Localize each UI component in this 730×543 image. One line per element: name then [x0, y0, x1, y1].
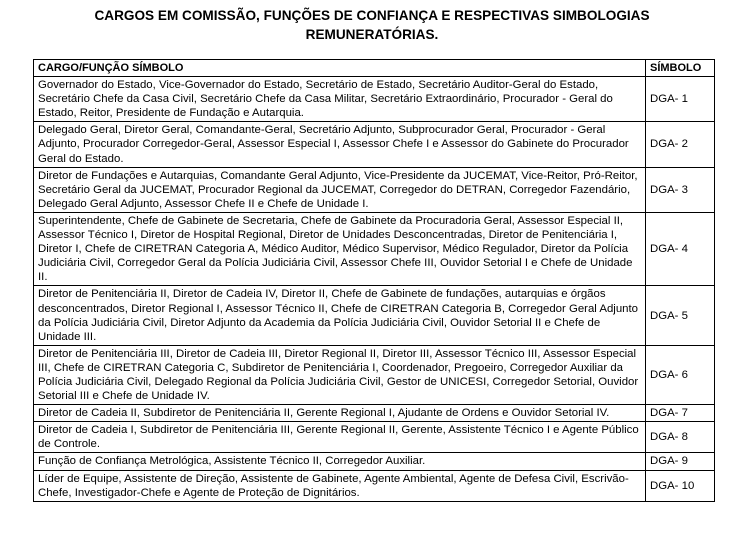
title-line-2: REMUNERATÓRIAS.: [305, 27, 439, 42]
simbolo-cell: DGA- 9: [646, 453, 715, 470]
simbolo-cell: DGA- 7: [646, 405, 715, 422]
table-row: [34, 453, 715, 470]
simbolo-cell: DGA- 1: [646, 77, 715, 122]
table-row: [34, 167, 715, 212]
simbolo-cell: DGA- 5: [646, 286, 715, 345]
simbolo-cell: DGA- 6: [646, 345, 715, 404]
simbolo-cell: DGA- 2: [646, 122, 715, 167]
cargo-cell: Diretor de Cadeia II, Subdiretor de Penitenciária II, Gerente Regional I, Ajudante de Ordens e Ouvidor Setorial IV.: [34, 405, 646, 422]
simbolo-cell: DGA- 8: [646, 422, 715, 453]
table-row: [34, 405, 715, 422]
table-row: [34, 286, 715, 345]
cargos-table: [33, 59, 715, 502]
table-row: [34, 212, 715, 285]
header-cargo: CARGO/FUNÇÃO SÍMBOLO: [34, 60, 646, 77]
table-row: [34, 77, 715, 122]
cargo-cell: Diretor de Penitenciária III, Diretor de Cadeia III, Diretor Regional II, Diretor III, Assessor Técnico III, Assessor Especial III, Chefe de CIRETRAN Categoria C, Subdiretor de Penitenciária I, Coordenador, Pregoeiro, Corregedor Auxiliar da Polícia Judiciária Civil, Delegado Regional da Polícia Judiciária Civil, Gestor de UNICESI, Corregedor Setorial, Ouvidor Setorial III e Chefe de Unidade IV.: [34, 345, 646, 404]
simbolo-cell: DGA- 3: [646, 167, 715, 212]
cargo-cell: Superintendente, Chefe de Gabinete de Secretaria, Chefe de Gabinete da Procuradoria Geral, Assessor Especial II, Assessor Técnico I, Diretor de Hospital Regional, Diretor de Unidades Desconcentradas, Diretor de Penitenciária I, Diretor I, Chefe de CIRETRAN Categoria A, Médico Auditor, Médico Supervisor, Médico Regulador, Diretor da Polícia Judiciária Civil, Corregedor Geral da Polícia Judiciária Civil, Assessor Chefe III, Ouvidor Setorial I e Chefe de Unidade II.: [34, 212, 646, 285]
table-row: [34, 422, 715, 453]
title-line-1: CARGOS EM COMISSÃO, FUNÇÕES DE CONFIANÇA E RESPECTIVAS SIMBOLOGIAS: [94, 8, 650, 23]
cargo-cell: Governador do Estado, Vice-Governador do Estado, Secretário de Estado, Secretário Auditor-Geral do Estado, Secretário Chefe da Casa Civil, Secretário Chefe da Casa Militar, Secretário Extraordinário, Procurador - Geral do Estado, Reitor, Presidente de Fundação e Autarquia.: [34, 77, 646, 122]
table-row: [34, 345, 715, 404]
simbolo-cell: DGA- 10: [646, 470, 715, 501]
cargo-cell: Delegado Geral, Diretor Geral, Comandante-Geral, Secretário Adjunto, Subprocurador Geral, Procurador - Geral Adjunto, Procurador Corregedor-Geral, Assessor Especial I, Assessor Chefe I e Assessor do Gabinete do Procurador Geral do Estado.: [34, 122, 646, 167]
cargo-cell: Líder de Equipe, Assistente de Direção, Assistente de Gabinete, Agente Ambiental, Agente de Defesa Civil, Escrivão-Chefe, Investigador-Chefe e Agente de Proteção de Dignitários.: [34, 470, 646, 501]
cargo-cell: Diretor de Cadeia I, Subdiretor de Penitenciária III, Gerente Regional II, Gerente, Assistente Técnico I e Agente Público de Controle.: [34, 422, 646, 453]
table-row: [34, 122, 715, 167]
cargo-cell: Diretor de Penitenciária II, Diretor de Cadeia IV, Diretor II, Chefe de Gabinete de fundações, autarquias e órgãos desconcentrados, Diretor Regional I, Assessor Técnico II, Chefe de CIRETRAN Categoria B, Corregedor Geral Adjunto da Polícia Judiciária Civil, Diretor Adjunto da Academia da Polícia Judiciária Civil, Ouvidor Setorial II e Chefe de Unidade III.: [34, 286, 646, 345]
header-simbolo: SÍMBOLO: [646, 60, 715, 77]
table-row: [34, 470, 715, 501]
simbolo-cell: DGA- 4: [646, 212, 715, 285]
cargo-cell: Função de Confiança Metrológica, Assistente Técnico II, Corregedor Auxiliar.: [34, 453, 646, 470]
table-header-row: [34, 60, 715, 77]
document-title: [30, 6, 714, 44]
cargo-cell: Diretor de Fundações e Autarquias, Comandante Geral Adjunto, Vice-Presidente da JUCEMAT, Vice-Reitor, Pró-Reitor, Secretário Geral da JUCEMAT, Procurador Regional da JUCEMAT, Corregedor do DETRAN, Corregedor Fazendário, Delegado Geral Adjunto, Assessor Chefe II e Chefe de Unidade I.: [34, 167, 646, 212]
